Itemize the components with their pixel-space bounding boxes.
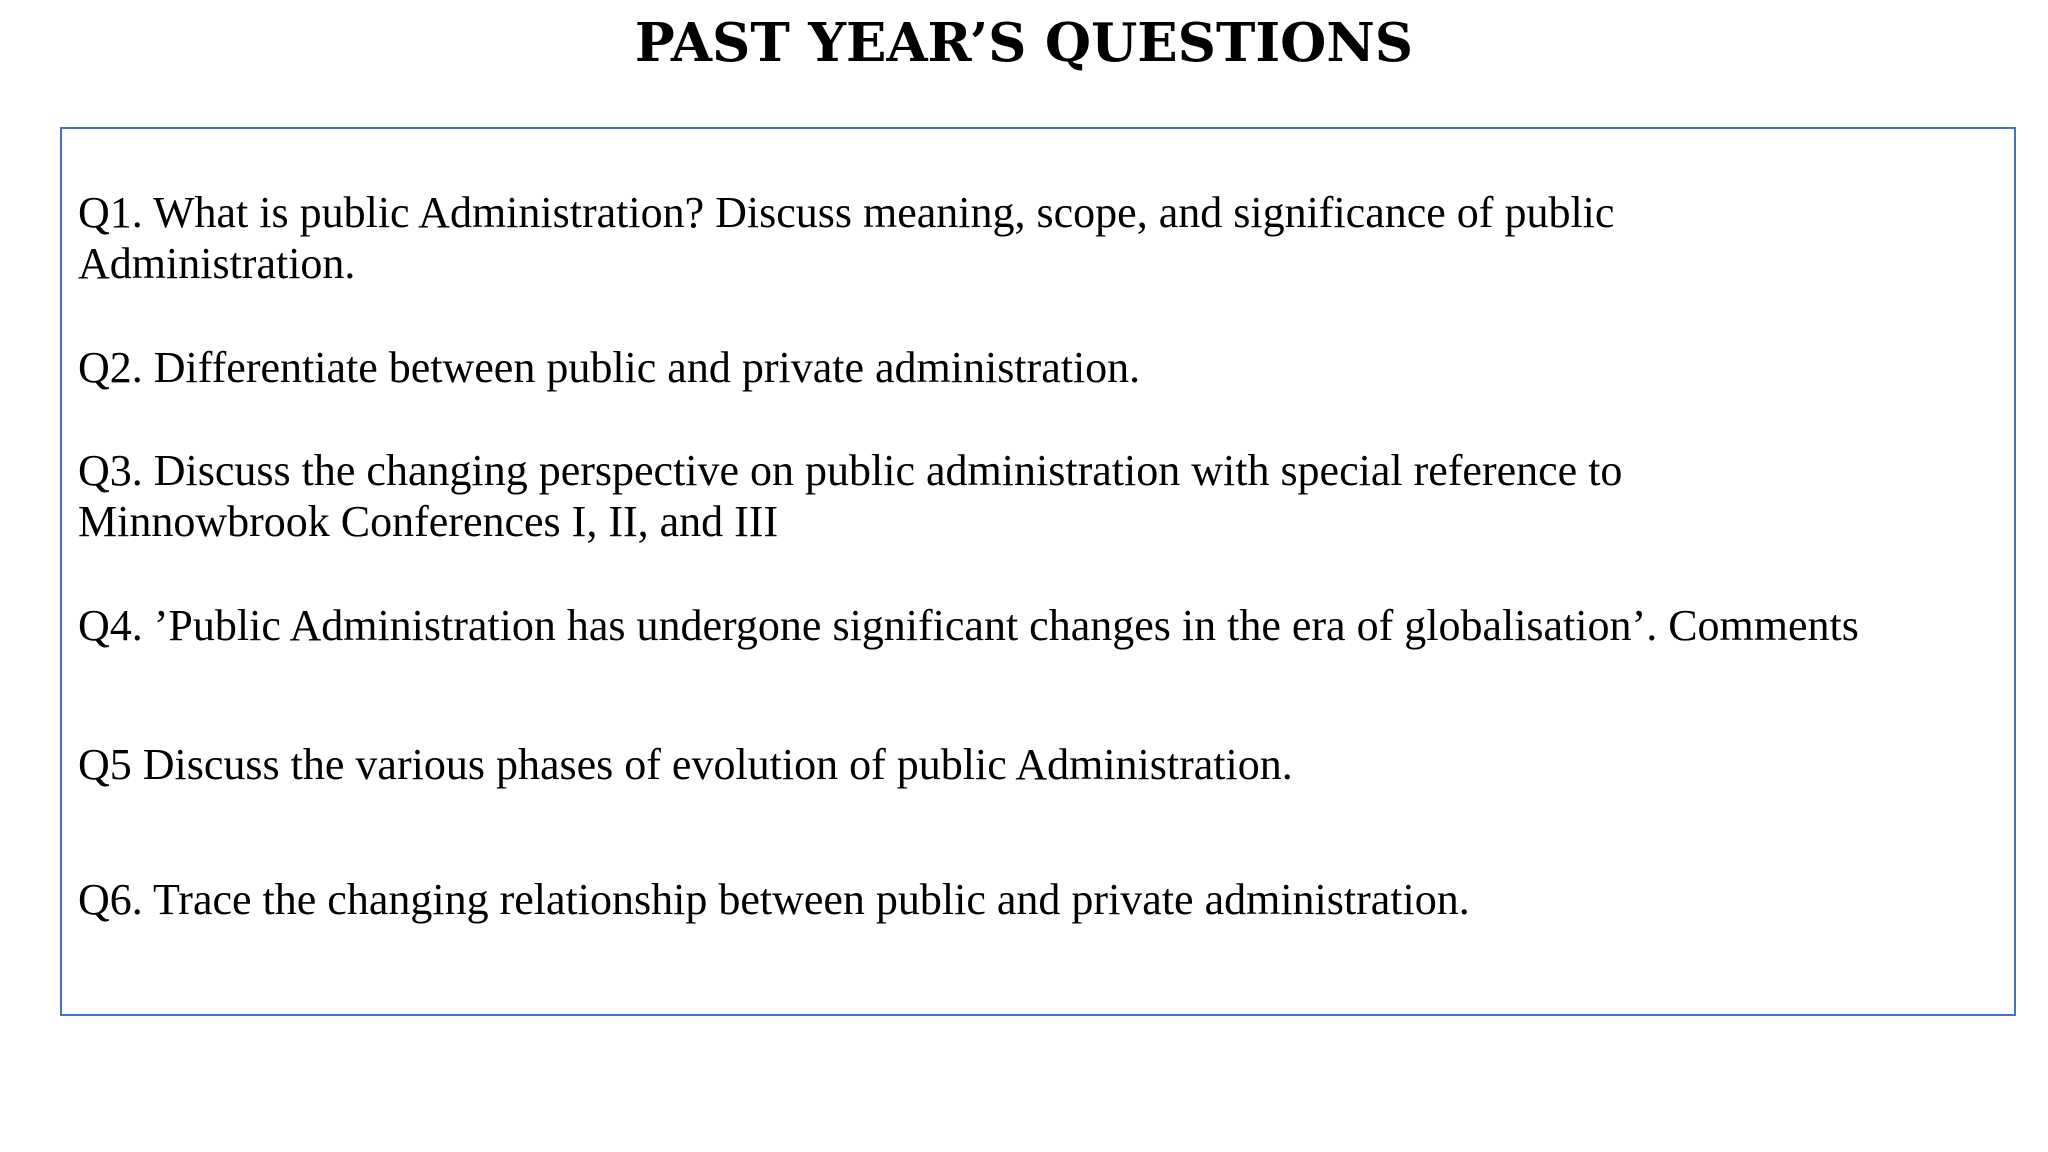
question-4: Q4. ’Public Administration has undergone significant changes in the era of globalisation’. Comments [78,601,1859,650]
questions-box [60,127,2016,1016]
question-5: Q5 Discuss the various phases of evolution of public Administration. [78,740,1293,789]
question-6: Q6. Trace the changing relationship between public and private administration. [78,875,1470,924]
question-3: Q3. Discuss the changing perspective on public administration with special reference to Minnowbrook Conferences I, II, and III [78,446,1623,546]
page-title: PAST YEAR’S QUESTIONS [634,12,1414,74]
question-2: Q2. Differentiate between public and private administration. [78,343,1141,392]
question-1: Q1. What is public Administration? Discuss meaning, scope, and significance of public Administration. [78,188,1615,288]
